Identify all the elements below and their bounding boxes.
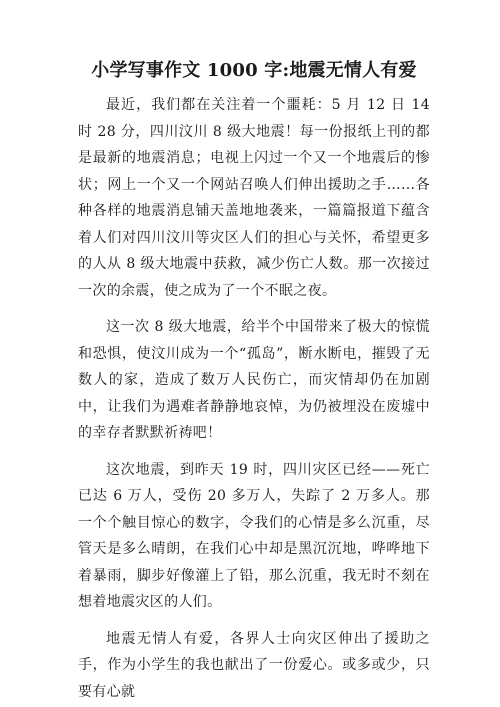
paragraph-1: 最近，我们都在关注着一个噩耗：5 月 12 日 14 时 28 分，四川汶川 8 级大地震！每一份报纸上刊的都是最新的地震消息；电视上闪过一个又一个地震后的惨状；网上一个又一个网站召唤人们伸出援助之手……各种各样的地震消息铺天盖地地袭来，一篇篇报道下蕴含着人们对四川汶川等灾区人们的担心与关怀，希望更多的人从 8 级大地震中获救，减少伤亡人数。那一次接过一次的余震，使之成为了一个不眠之夜。 <box>78 97 430 299</box>
paragraph-2: 这一次 8 级大地震，给半个中国带来了极大的惊慌和恐惧，使汶川成为一个“孤岛”，断水断电，摧毁了无数人的家，造成了数万人民伤亡，而灾情却仍在加剧中，让我们为遇难者静静地哀悼，为仍被埋没在废墟中的幸存者默默祈祷吧！ <box>78 319 430 441</box>
document-body <box>78 92 430 705</box>
paragraph-3: 这次地震，到昨天 19 时，四川灾区已经——死亡已达 6 万人，受伤 20 多万人，失踪了 2 万多人。那一个个触目惊心的数字，令我们的心情是多么沉重，尽管天是多么晴朗，在我们心中却是黑沉沉地，哗哗地下着暴雨，脚步好像灌上了铅，那么沉重，我无时不刻在想着地震灾区的人们。 <box>78 461 430 610</box>
paragraph-4: 地震无情人有爱，各界人士向灾区伸出了援助之手，作为小学生的我也献出了一份爱心。或多或少，只要有心就 <box>78 630 430 700</box>
document-title: 小学写事作文 1000 字:地震无情人有爱 <box>91 60 417 81</box>
